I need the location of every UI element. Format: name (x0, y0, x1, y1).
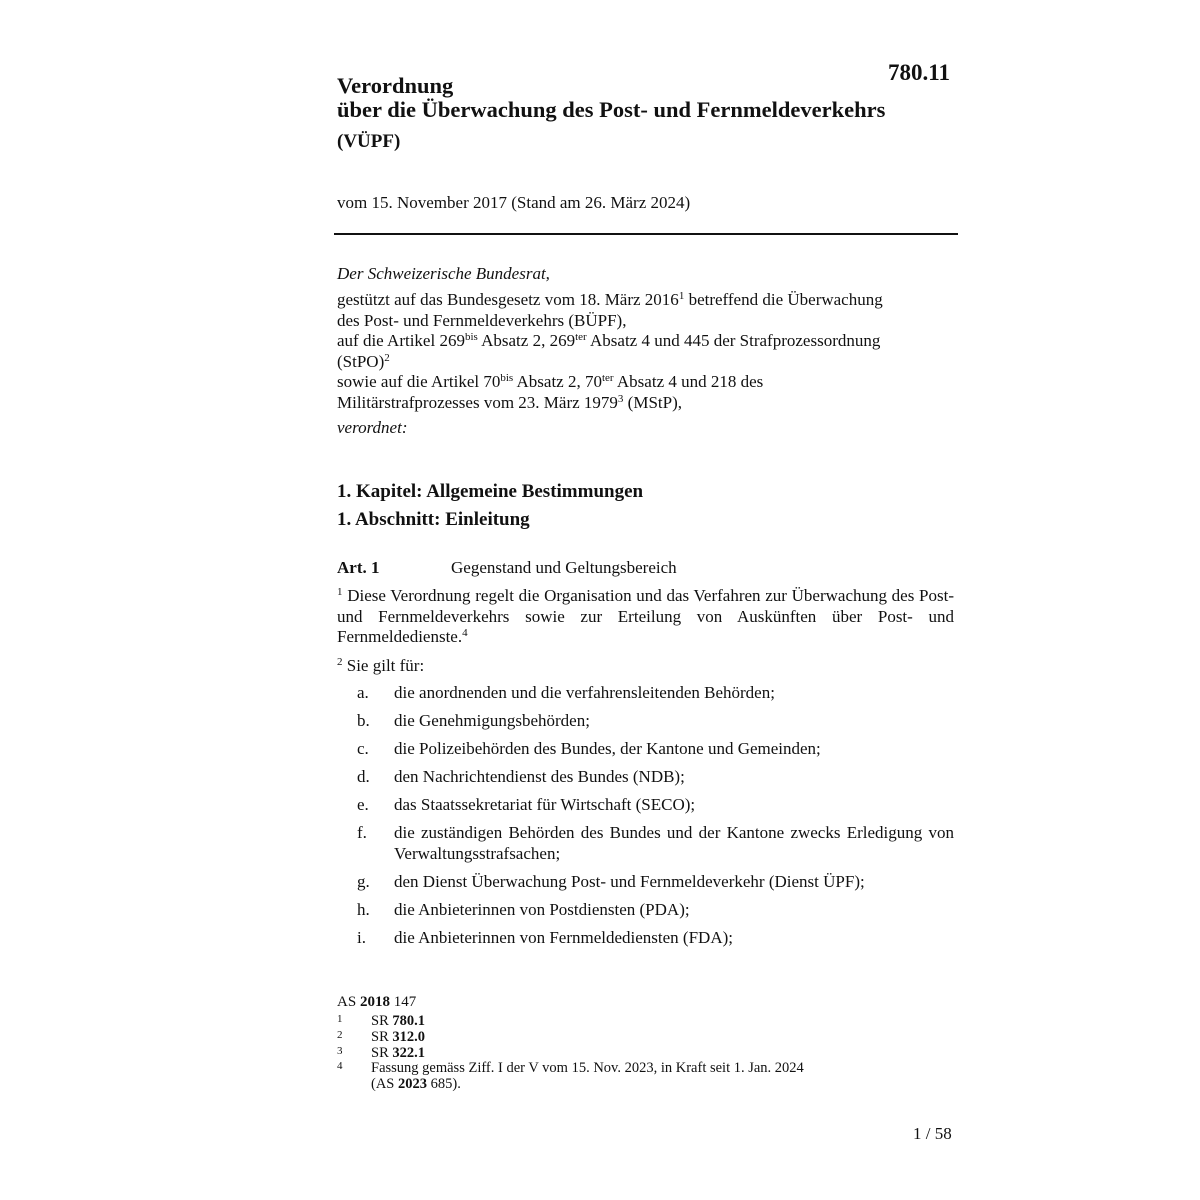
footnote-ref[interactable]: 3 (617, 392, 624, 405)
official-source: AS 2018 147 (337, 994, 417, 1010)
footnote-number: 4 (337, 1060, 343, 1073)
footnote-ref[interactable]: 4 (462, 627, 468, 639)
list-item-label: g. (357, 871, 370, 891)
scope-list-item (357, 872, 954, 893)
paragraph-number: 1 (337, 586, 343, 598)
list-item-label: i. (357, 927, 366, 947)
section-heading: 1. Abschnitt: Einleitung (337, 509, 530, 530)
footnote-item: 1 SR 780.1 (337, 1013, 425, 1029)
list-item-text: die anordnenden und die verfahrensleitenden Behörden; (394, 683, 775, 702)
scope-list-item (357, 928, 954, 949)
list-item-text: die Polizeibehörden des Bundes, der Kantone und Gemeinden; (394, 739, 821, 758)
article-paragraph-1: $^1$ Diese Verordnung regelt die Organisation und das Verfahren zur Überwachung des Post- und Fernmeldeverkehrs sowie zur Erteilung von Auskünften über Post- und Fernmeldedienste.$^4$ (337, 586, 954, 646)
document-title (337, 74, 885, 122)
sr-number: 780.11 (888, 60, 950, 85)
title-line-2: über die Überwachung des Post- und Fernmeldeverkehrs (337, 97, 886, 122)
footnote-item: 3 SR 322.1 (337, 1044, 425, 1061)
footnote-item: 4 Fassung gemäss Ziff. I der V vom 15. Nov. 2023, in Kraft seit 1. Jan. 2024 (AS 2023 685). (337, 1060, 804, 1093)
list-item-label: h. (357, 899, 370, 919)
scope-list-item (357, 795, 954, 816)
header-rule (334, 233, 958, 235)
list-item-label: c. (357, 739, 369, 758)
scope-list-item (357, 683, 954, 704)
footnotes (337, 1014, 804, 1093)
list-item-text: das Staatssekretariat für Wirtschaft (SECO); (394, 795, 696, 814)
footnote-ref[interactable]: 2 (384, 351, 390, 364)
footnote-ref[interactable]: 1 (678, 290, 685, 302)
scope-list-item (357, 767, 954, 788)
footnote-number: 1 (337, 1013, 343, 1025)
list-item-text: die Anbieterinnen von Postdiensten (PDA); (394, 899, 690, 919)
list-item-label: d. (357, 767, 370, 786)
preamble-line: gestützt auf das Bundesgesetz vom 18. März 2016$^1$ betreffend die Überwachung (337, 290, 883, 309)
scope-list-item (357, 900, 954, 921)
list-item-text: die Anbieterinnen von Fernmeldediensten (FDA); (394, 927, 733, 947)
list-item-text: die Genehmigungsbehörden; (394, 711, 590, 730)
page-number: 1 / 58 (913, 1124, 952, 1143)
preamble-line: Militärstrafprozesses vom 23. März 1979$^3$ (MStP), (337, 392, 682, 412)
title-line-1: Verordnung (337, 73, 454, 98)
preamble-issuer: Der Schweizerische Bundesrat, (337, 264, 550, 283)
scope-list-item (357, 739, 954, 760)
document-abbreviation: (VÜPF) (337, 131, 401, 152)
list-item-text: den Nachrichtendienst des Bundes (NDB); (394, 767, 685, 786)
list-item-text: den Dienst Überwachung Post- und Fernmeldeverkehr (Dienst ÜPF); (394, 871, 865, 891)
paragraph-number: 2 (337, 656, 343, 668)
footnote-number: 3 (337, 1044, 343, 1057)
article-paragraph-2: $^2$ Sie gilt für: (337, 656, 425, 675)
footnote-item: 2 SR 312.0 (337, 1028, 425, 1045)
list-item-label: e. (357, 795, 369, 814)
article-title: Gegenstand und Geltungsbereich (451, 558, 677, 577)
list-item-label: b. (357, 711, 370, 730)
date-line: vom 15. November 2017 (Stand am 26. März 2024) (337, 193, 691, 212)
scope-list (357, 683, 954, 956)
article-number: Art. 1 (337, 558, 380, 577)
list-item-label: a. (357, 683, 369, 702)
preamble-line: des Post- und Fernmeldeverkehrs (BÜPF), (337, 310, 627, 330)
preamble-line: auf die Artikel $269^{bis}$ Absatz 2, $269^{ter}$ Absatz 4 und 445 der Strafprozessordnung (337, 331, 881, 350)
preamble-legal-basis (337, 290, 883, 413)
scope-list-item (357, 711, 954, 732)
preamble-line: (StPO)$^2$ (337, 351, 390, 371)
preamble-line: sowie auf die Artikel $70^{bis}$ Absatz 2, $70^{ter}$ Absatz 4 und 218 des (337, 372, 764, 391)
enacting-clause: verordnet: (337, 418, 408, 437)
list-item-label: f. (357, 823, 367, 842)
list-item-text: die zuständigen Behörden des Bundes und der Kantone zwecks Erledigung von Verwaltungsstrafsachen; (394, 823, 954, 863)
footnote-number: 2 (337, 1028, 343, 1041)
chapter-heading: 1. Kapitel: Allgemeine Bestimmungen (337, 481, 644, 502)
scope-list-item (357, 823, 954, 864)
